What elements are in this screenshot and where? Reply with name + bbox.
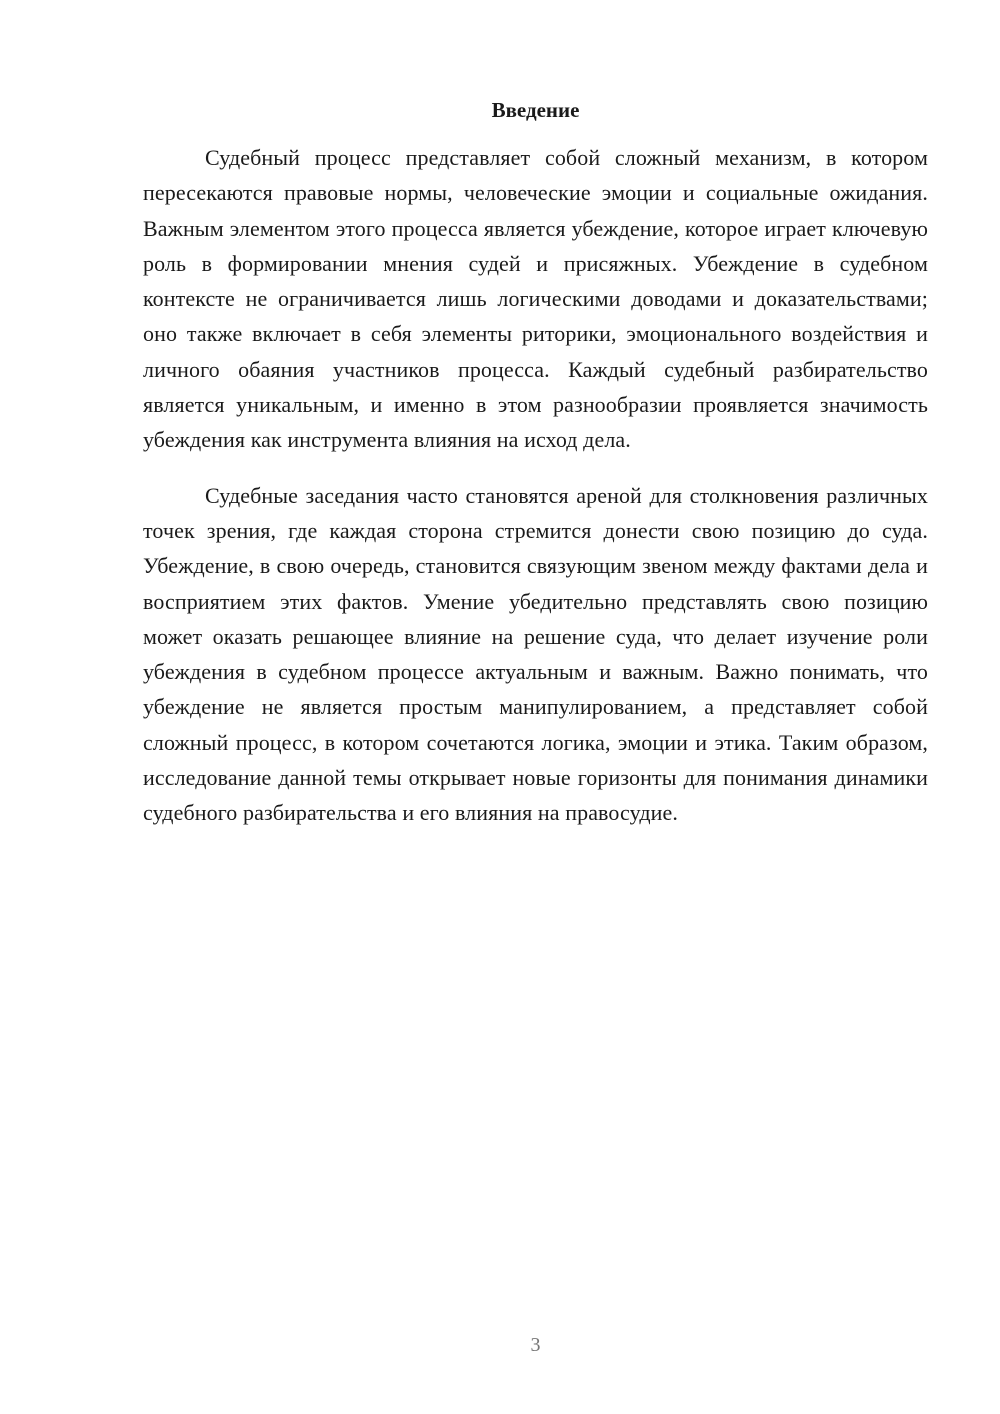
page-content <box>143 94 928 831</box>
paragraph-1: Судебный процесс представляет собой сложный механизм, в котором пересекаются правовые нормы, человеческие эмоции и социальные ожидания. Важным элементом этого процесса является убеждение, которое играет ключевую роль в формировании мнения судей и присяжных. Убеждение в судебном контексте не ограничивается лишь логическими доводами и доказательствами; оно также включает в себя элементы риторики, эмоционального воздействия и личного обаяния участников процесса. Каждый судебный разбирательство является уникальным, и именно в этом разнообразии проявляется значимость убеждения как инструмента влияния на исход дела. <box>143 145 928 453</box>
section-heading: Введение <box>491 98 580 122</box>
page-number: 3 <box>530 1334 541 1356</box>
paragraph-2: Судебные заседания часто становятся ареной для столкновения различных точек зрения, где каждая сторона стремится донести свою позицию до суда. Убеждение, в свою очередь, становится связующим звеном между фактами дела и восприятием этих фактов. Умение убедительно представлять свою позицию может оказать решающее влияние на решение суда, что делает изучение роли убеждения в судебном процессе актуальным и важным. Важно понимать, что убеждение не является простым манипулированием, а представляет собой сложный процесс, в котором сочетаются логика, эмоции и этика. Таким образом, исследование данной темы открывает новые горизонты для понимания динамики судебного разбирательства и его влияния на правосудие. <box>143 482 928 826</box>
